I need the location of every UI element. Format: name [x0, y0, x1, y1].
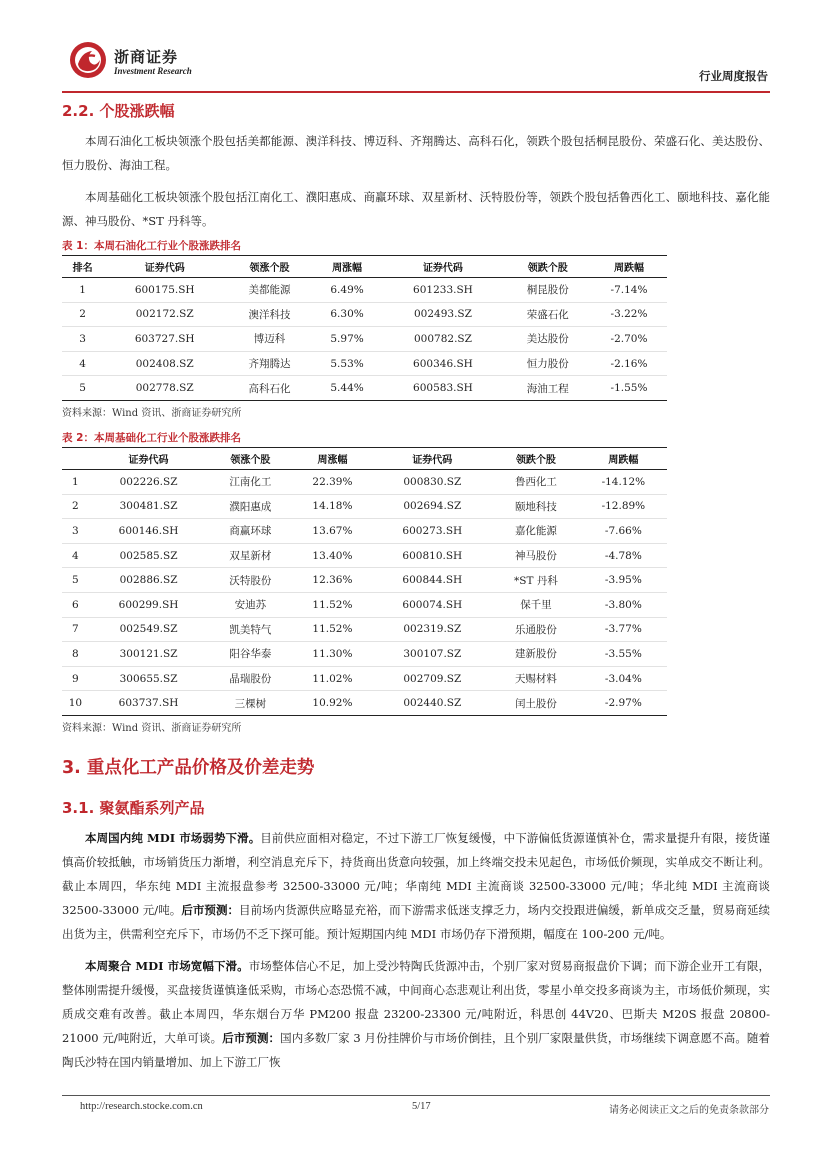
page-body	[62, 92, 770, 1074]
table-row	[62, 469, 667, 494]
table-cell: 600810.SH	[373, 543, 493, 568]
table-cell: 凯美特气	[208, 617, 292, 642]
table-cell: 晶瑞股份	[208, 666, 292, 691]
table-row	[62, 617, 667, 642]
table-row	[62, 302, 667, 327]
table-cell: 美达股份	[504, 327, 590, 352]
table-cell: 7	[62, 617, 89, 642]
table-cell: 8	[62, 642, 89, 667]
table-cell: 603737.SH	[89, 691, 209, 716]
table-petrochem-ranking	[62, 255, 667, 401]
table-cell: 4	[62, 351, 103, 376]
table-cell: 600299.SH	[89, 592, 209, 617]
table-cell: 三棵树	[208, 691, 292, 716]
table-cell: 嘉化能源	[492, 519, 580, 544]
table-cell: -7.66%	[580, 519, 667, 544]
table-cell: 002886.SZ	[89, 568, 209, 593]
section-title-3: 3. 重点化工产品价格及价差走势	[62, 757, 315, 778]
table-cell: -2.16%	[591, 351, 667, 376]
table-cell: 300121.SZ	[89, 642, 209, 667]
table-cell: -3.04%	[580, 666, 667, 691]
page-number: 5/17	[412, 1101, 431, 1112]
col-header: 周涨幅	[292, 447, 372, 469]
table-cell: 000782.SZ	[381, 327, 504, 352]
section-title-2-2: 2.2. 个股涨跌幅	[62, 102, 175, 120]
col-header: 领涨个股	[208, 447, 292, 469]
report-type-label: 行业周度报告	[699, 69, 768, 83]
table-cell: 603727.SH	[103, 327, 226, 352]
col-header	[62, 447, 89, 469]
col-header: 领跌个股	[504, 256, 590, 278]
col-header: 领跌个股	[492, 447, 580, 469]
table2-source: 资料来源：Wind 资讯、浙商证券研究所	[62, 722, 242, 734]
table-cell: 3	[62, 327, 103, 352]
table-cell: 14.18%	[292, 494, 372, 519]
table-cell: 600583.SH	[381, 376, 504, 401]
table-cell: 乐通股份	[492, 617, 580, 642]
section-title-3-1: 3.1. 聚氨酯系列产品	[62, 798, 205, 817]
table-cell: 600175.SH	[103, 278, 226, 303]
table-cell: 4	[62, 543, 89, 568]
col-header: 排名	[62, 256, 103, 278]
body-pure-mdi: 目前供应面相对稳定，不过下游工厂恢复缓慢，中下游偏低货源谨慎补仓，需求量提升有限，接货谨慎高价较抵触，市场销货压力渐增，利空消息充斥下，持货商出货意向较强，加上终端交投未见起色，市场低价频现，实单成交不断让利。截止本周四，华东纯 MDI 主流报盘参考 32500-33000 元/吨；华南纯 MDI 主流商谈 32500-33000 元/吨；华北纯 MDI 主流商谈 32500-33000 元/吨。	[62, 830, 770, 917]
table-cell: 闰土股份	[492, 691, 580, 716]
table-header-row	[62, 256, 667, 278]
table-cell: 22.39%	[292, 469, 372, 494]
table-cell: -7.14%	[591, 278, 667, 303]
company-name-en: Investment Research	[114, 66, 192, 76]
table2-caption: 表 2：本周基础化工行业个股涨跌排名	[62, 431, 241, 444]
table-cell: 11.52%	[292, 592, 372, 617]
table-cell: 600273.SH	[373, 519, 493, 544]
table-cell: 13.67%	[292, 519, 372, 544]
body-polymeric-mdi: 市场整体信心不足，加上受沙特陶氏货源冲击，个别厂家对贸易商报盘价下调；而下游企业开工有限，整体刚需提升缓慢，买盘接货谨慎逢低采购，市场心态恐慌不减，中间商心态悲观让利出货，零星小单交投多商谈为主，市场低价频现，实质成交难有改善。截止本周四，华东烟台万华 PM200 报盘 23200-23300 元/吨附近，科思创 44V20、巴斯夫 M20S 报盘 20800-21000 元/吨附近，大单可谈。	[62, 958, 771, 1045]
lead-pure-mdi: 本周国内纯 MDI 市场弱势下滑。	[85, 830, 261, 845]
company-name: 浙商证券	[114, 48, 179, 66]
table-cell: 11.02%	[292, 666, 372, 691]
table-cell: 601233.SH	[381, 278, 504, 303]
table-cell: -3.80%	[580, 592, 667, 617]
table-cell: -1.55%	[591, 376, 667, 401]
table-cell: 海油工程	[504, 376, 590, 401]
lead-outlook-polymeric-mdi: 后市预测：	[222, 1030, 281, 1045]
table-cell: 保千里	[492, 592, 580, 617]
footer-divider	[62, 1095, 770, 1096]
table-cell: 荣盛石化	[504, 302, 590, 327]
table-cell: -2.97%	[580, 691, 667, 716]
paragraph-polymeric-mdi	[62, 954, 770, 1074]
table-row	[62, 351, 667, 376]
table-row	[62, 592, 667, 617]
table-cell: 建新股份	[492, 642, 580, 667]
table-cell: 2	[62, 494, 89, 519]
table-cell: 安迪苏	[208, 592, 292, 617]
table-cell: 002549.SZ	[89, 617, 209, 642]
table-cell: 1	[62, 278, 103, 303]
table-cell: 桐昆股份	[504, 278, 590, 303]
table-row	[62, 519, 667, 544]
table-cell: 002440.SZ	[373, 691, 493, 716]
table-cell: 13.40%	[292, 543, 372, 568]
table-cell: 高科石化	[226, 376, 312, 401]
table-cell: 颐地科技	[492, 494, 580, 519]
table-cell: 002585.SZ	[89, 543, 209, 568]
table-cell: 002493.SZ	[381, 302, 504, 327]
body-outlook-polymeric-mdi: 国内多数厂家 3 月份挂牌价与市场价倒挂，且个别厂家限量供货，市场继续下调意愿不高。随着陶氏沙特在国内销量增加、加上下游工厂恢	[62, 1030, 771, 1069]
table-cell: -12.89%	[580, 494, 667, 519]
table-cell: 12.36%	[292, 568, 372, 593]
paragraph-basic-chem-movers: 本周基础化工板块领涨个股包括江南化工、濮阳惠成、商赢环球、双星新材、沃特股份等，领跌个股包括鲁西化工、颐地科技、嘉化能源、神马股份、*ST 丹科等。	[62, 190, 770, 228]
table-row	[62, 642, 667, 667]
table-cell: 002172.SZ	[103, 302, 226, 327]
table1-caption: 表 1：本周石油化工行业个股涨跌排名	[62, 240, 241, 252]
table-cell: 5	[62, 568, 89, 593]
col-header: 证券代码	[89, 447, 209, 469]
table-cell: 双星新材	[208, 543, 292, 568]
page-header	[62, 36, 770, 92]
table-cell: 6	[62, 592, 89, 617]
table-header-row	[62, 447, 667, 469]
table-cell: 000830.SZ	[373, 469, 493, 494]
table-cell: *ST 丹科	[492, 568, 580, 593]
table-cell: 江南化工	[208, 469, 292, 494]
table-cell: 600346.SH	[381, 351, 504, 376]
table-cell: 5.44%	[313, 376, 382, 401]
lead-polymeric-mdi: 本周聚合 MDI 市场宽幅下滑。	[85, 958, 249, 973]
table-row	[62, 327, 667, 352]
col-header: 证券代码	[103, 256, 226, 278]
table-row	[62, 568, 667, 593]
table-row	[62, 494, 667, 519]
col-header: 领涨个股	[226, 256, 312, 278]
table-cell: 鲁西化工	[492, 469, 580, 494]
table-cell: 600074.SH	[373, 592, 493, 617]
body-outlook-pure-mdi: 目前场内货源供应略显充裕，而下游需求低迷支撑乏力，场内交投跟进偏缓，新单成交乏量，贸易商延续出货为主，供需利空充斥下，市场仍不乏下探可能。预计短期国内纯 MDI 市场仍存下滑预期，幅度在 100-200 元/吨。	[62, 902, 770, 941]
footer-website-link[interactable]: http://research.stocke.com.cn	[80, 1101, 203, 1112]
table-cell: 300481.SZ	[89, 494, 209, 519]
table-cell: 9	[62, 666, 89, 691]
table-cell: 002408.SZ	[103, 351, 226, 376]
table-cell: 神马股份	[492, 543, 580, 568]
table-cell: 10	[62, 691, 89, 716]
table-basic-chem-ranking	[62, 447, 667, 716]
table-cell: 齐翔腾达	[226, 351, 312, 376]
col-header: 周跌幅	[591, 256, 667, 278]
table-cell: -2.70%	[591, 327, 667, 352]
table-row	[62, 278, 667, 303]
table-cell: 1	[62, 469, 89, 494]
table-cell: 商赢环球	[208, 519, 292, 544]
table-cell: 300107.SZ	[373, 642, 493, 667]
table-cell: 恒力股份	[504, 351, 590, 376]
table-cell: 5.53%	[313, 351, 382, 376]
table-row	[62, 691, 667, 716]
table1-source: 资料来源：Wind 资讯、浙商证券研究所	[62, 407, 242, 419]
table-row	[62, 666, 667, 691]
table-cell: 11.30%	[292, 642, 372, 667]
table-cell: 5.97%	[313, 327, 382, 352]
table-row	[62, 543, 667, 568]
table-cell: 6.49%	[313, 278, 382, 303]
table-cell: 002226.SZ	[89, 469, 209, 494]
table-cell: 600844.SH	[373, 568, 493, 593]
table-cell: 沃特股份	[208, 568, 292, 593]
table-cell: 天赐材料	[492, 666, 580, 691]
lead-outlook-pure-mdi: 后市预测：	[181, 902, 240, 917]
table-cell: 5	[62, 376, 103, 401]
table-cell: 002319.SZ	[373, 617, 493, 642]
paragraph-petrochem-movers: 本周石油化工板块领涨个股包括美都能源、澳洋科技、博迈科、齐翔腾达、高科石化，领跌个股包括桐昆股份、荣盛石化、美达股份、恒力股份、海油工程。	[62, 134, 770, 172]
table-cell: -3.95%	[580, 568, 667, 593]
table-cell: 600146.SH	[89, 519, 209, 544]
table-cell: 6.30%	[313, 302, 382, 327]
company-logo-icon	[68, 40, 108, 80]
table-cell: -3.22%	[591, 302, 667, 327]
table-cell: 阳谷华泰	[208, 642, 292, 667]
col-header: 周跌幅	[580, 447, 667, 469]
table-cell: 11.52%	[292, 617, 372, 642]
table-cell: 10.92%	[292, 691, 372, 716]
table-row	[62, 376, 667, 401]
table-cell: 300655.SZ	[89, 666, 209, 691]
table-cell: 002694.SZ	[373, 494, 493, 519]
disclaimer-note: 请务必阅读正文之后的免责条款部分	[609, 1105, 769, 1116]
table-cell: 美都能源	[226, 278, 312, 303]
table-cell: 2	[62, 302, 103, 327]
table-cell: 002778.SZ	[103, 376, 226, 401]
table-cell: -3.55%	[580, 642, 667, 667]
table-cell: -3.77%	[580, 617, 667, 642]
table-cell: -4.78%	[580, 543, 667, 568]
table-cell: 澳洋科技	[226, 302, 312, 327]
paragraph-pure-mdi	[62, 826, 770, 946]
table-cell: -14.12%	[580, 469, 667, 494]
table-cell: 濮阳惠成	[208, 494, 292, 519]
col-header: 证券代码	[381, 256, 504, 278]
table-cell: 3	[62, 519, 89, 544]
col-header: 证券代码	[373, 447, 493, 469]
table-cell: 博迈科	[226, 327, 312, 352]
col-header: 周涨幅	[313, 256, 382, 278]
table-cell: 002709.SZ	[373, 666, 493, 691]
